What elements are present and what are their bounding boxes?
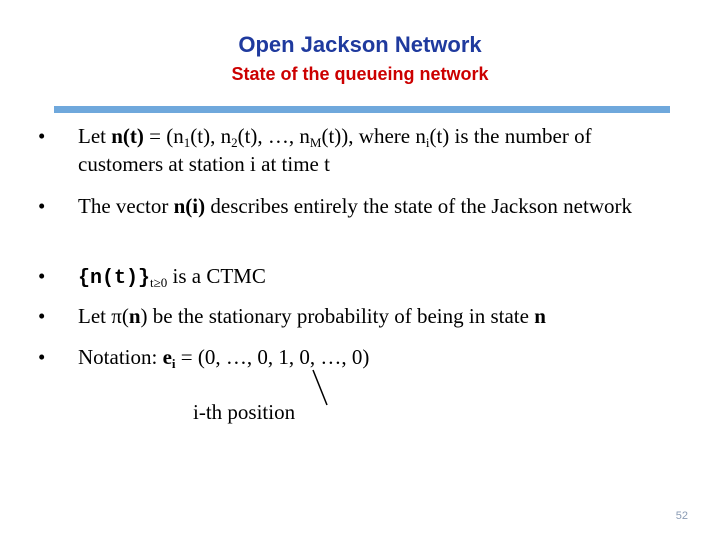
text-run: (t), n xyxy=(190,124,232,148)
text-run: (t)), where n xyxy=(321,124,426,148)
text-run: = (0, …, 0, 1, 0, …, 0) xyxy=(175,345,370,369)
subscript: 2 xyxy=(231,135,238,150)
text-run: Notation: xyxy=(78,345,163,369)
subscript: 1 xyxy=(183,135,191,150)
page-number: 52 xyxy=(675,510,688,522)
subscript: i xyxy=(425,135,430,150)
text-run: ( xyxy=(121,304,129,328)
text-run: = (n xyxy=(143,124,184,148)
state-vector: n xyxy=(128,304,141,328)
bullet-marker: • xyxy=(38,345,46,369)
pi-symbol: π xyxy=(111,304,122,328)
text-run: is a CTMC xyxy=(167,264,266,288)
unit-vector: e xyxy=(162,345,172,369)
text-run: (t), …, n xyxy=(237,124,310,148)
state-vector: n(t) xyxy=(111,124,144,148)
bullet-marker: • xyxy=(38,194,46,218)
slide-subtitle: State of the queueing network xyxy=(231,64,489,84)
text-run: be the stationary probability of being in state xyxy=(147,304,535,328)
subscript: M xyxy=(309,135,322,150)
text-run: describes entirely the state of the Jackson network xyxy=(205,194,632,218)
state-vector: n(i) xyxy=(173,194,206,218)
slide-title: Open Jackson Network xyxy=(238,32,482,57)
bullet-marker: • xyxy=(38,124,46,148)
text-run: ) xyxy=(140,304,148,328)
bullet-marker: • xyxy=(38,304,46,328)
callout-label: i-th position xyxy=(193,400,296,424)
text-run: Let xyxy=(78,304,112,328)
text-run: Let xyxy=(78,124,112,148)
pointer-stroke xyxy=(313,370,327,405)
text-run: (t) is the number of customers at station i at time t xyxy=(78,124,592,176)
subscript: t≥0 xyxy=(150,275,168,290)
state-vector: n xyxy=(534,304,546,328)
process-notation: {n(t)} xyxy=(78,267,151,290)
subscript: i xyxy=(171,356,176,371)
bullet-marker: • xyxy=(38,264,46,288)
text-run: The vector xyxy=(78,194,174,218)
